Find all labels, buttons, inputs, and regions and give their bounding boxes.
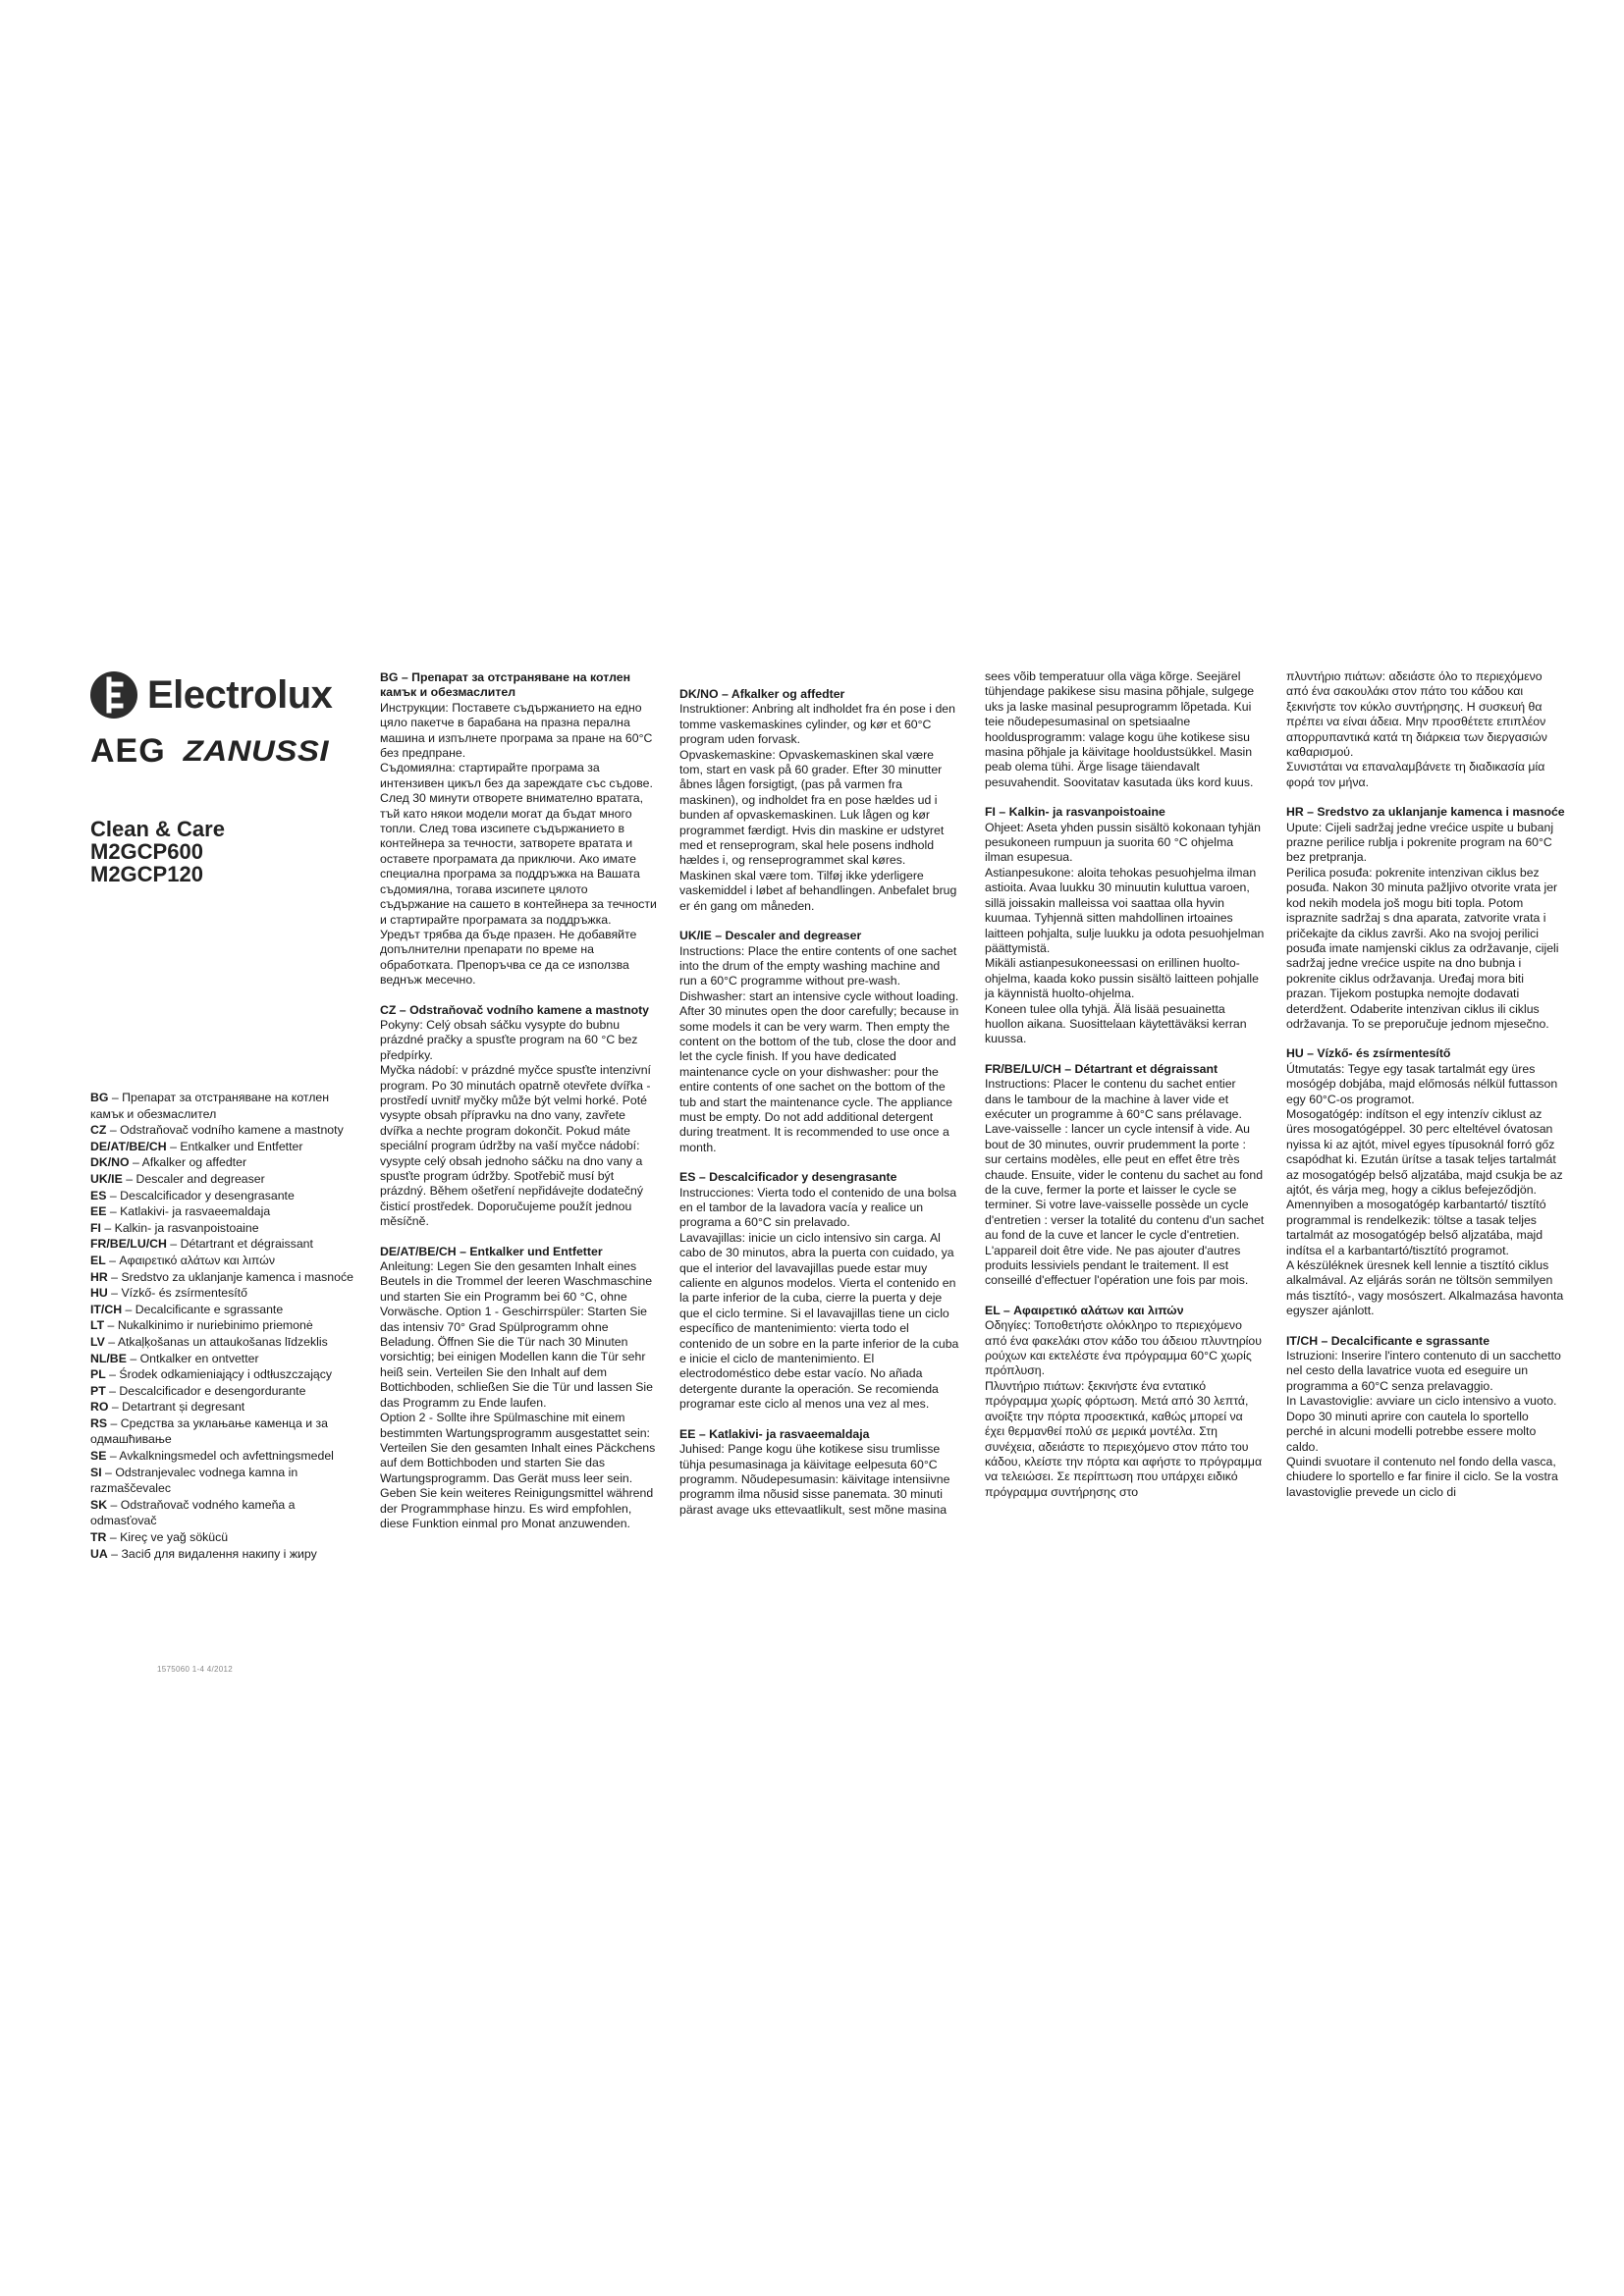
language-code: SE xyxy=(90,1449,107,1464)
language-product-name: Katlakivi- ja rasvaeemaldaja xyxy=(120,1204,271,1219)
index-item: TR – Kireç ve yağ sökücü xyxy=(90,1530,229,1545)
language-product-name: Descaler and degreaser xyxy=(135,1171,265,1186)
index-item: FI – Kalkin- ja rasvanpoistoaine xyxy=(90,1220,259,1235)
language-product-name: Detartrant și degresant xyxy=(122,1400,245,1415)
instruction-paragraph: Myčka nádobí: v prázdné myčce spusťte intenzivní program. Po 30 minutách opatrně otevřete dvířka - prostředí uvnitř myčky může být velmi horké. Poté vysypte obsah přípravku na dno vany, zavřete dvířka a nechte program dokončit. Pokud máte speciální program údržby na vaší myčce nádobí: vysypte celý obsah jednoho sáčku na dno vany a spusťte program údržby. Spotřebič musí být prázdný. Během ošetření nepřidávejte dodatečný čisticí prostředek. Doporučujeme použít jednou měsíčně. xyxy=(380,1063,651,1229)
instruction-paragraph: Dishwasher: start an intensive cycle without loading. After 30 minutes open the door carefully; because in some models it can be very warm. Then empty the content on the bottom of the tub, close the door and let the cycle finish. If you have dedicated maintenance cycle on your dishwasher: pour the entire contents of one sachet on the bottom of the tub and start the maintenance cycle. The appliance must be empty. Do not add additional detergent during treatment. It is recommended to use once a month. xyxy=(679,988,959,1154)
index-item: SK – Odstraňovač vodného kameňa a odmasťovač xyxy=(90,1497,296,1528)
index-item: ES – Descalcificador y desengrasante xyxy=(90,1188,295,1202)
index-item: SE – Avkalkningsmedel och avfettningsmedel xyxy=(90,1449,334,1464)
language-product-name: Препарат за отстраняване на котлен камък и обезмаслител xyxy=(90,1091,330,1121)
electrolux-wordmark: Electrolux xyxy=(147,673,333,717)
language-code: RO xyxy=(90,1400,109,1415)
language-product-name: Descalcificador e desengordurante xyxy=(119,1383,306,1398)
language-section xyxy=(679,687,959,914)
index-item: HU – Vízkő- és zsírmentesítő xyxy=(90,1286,247,1301)
instruction-paragraph: Mosogatógép: indítson el egy intenzív ciklust az üres mosogatógéppel. 30 perc elteltével óvatosan nyissa ki az ajtót, mivel egyes típusoknál forró gőz csapódhat ki. Ezután ürítse a tasak teljes tartalmát az mosogatógép belső aljzatába, majd csukja be az ajtót, és várja meg, hogy a ciklus befejeződjön. xyxy=(1286,1106,1563,1197)
brand-block xyxy=(90,671,333,886)
instruction-paragraph: Съдомиялна: стартирайте програма за интензивен цикъл без да зареждате със съдове. След 30 минути отворете внимателно вратата, тъй като някои модели могат да бъдат много топли. След това изсипете съдържанието в контейнера за течности, затворете вратата и оставете програмата да приключи. Ако имате специална програма за поддръжка на Вашата съдомиялна, тогава изсипете цялото съдържание на сашето в контейнера за течности и стартирайте програмата за поддръжка. xyxy=(380,761,657,927)
index-item: EE – Katlakivi- ja rasvaeemaldaja xyxy=(90,1204,271,1219)
index-item: RO – Detartrant și degresant xyxy=(90,1400,245,1415)
section-title: DE/AT/BE/CH – Entkalker und Entfetter xyxy=(380,1244,603,1258)
instruction-paragraph: Opvaskemaskine: Opvaskemaskinen skal være tom, start en vask på 60 grader. Efter 30 minutter åbnes lågen forsigtigt, (pas på varmen fra maskinen), og indholdet fra en pose hældes ud i bunden af opvaskemaskinen. Luk lågen og kør programmet færdigt. Hvis din maskine er udstyret med et renseprogram, skal hele posens indhold hældes i, og renseprogrammet skal køres. Maskinen skal være tom. Tilføj ikke yderligere vaskemiddel i løbet af behandlingen. Anbefalet brug er én gang om måneden. xyxy=(679,747,957,913)
index-item: DK/NO – Afkalker og affedter xyxy=(90,1155,247,1170)
section-title: ES – Descalcificador y desengrasante xyxy=(679,1170,897,1185)
section-title: HU – Vízkő- és zsírmentesítő xyxy=(1286,1046,1451,1061)
language-product-name: Entkalker und Entfetter xyxy=(180,1139,303,1153)
language-product-name: Odstraňovač vodného kameňa a odmasťovač xyxy=(90,1497,296,1528)
instruction-paragraph: Quindi svuotare il contenuto nel fondo della vasca, chiudere lo sportello e far finire il ciclo. Se la vostra lavastoviglie prevede un ciclo di xyxy=(1286,1454,1558,1499)
index-item: UK/IE – Descaler and degreaser xyxy=(90,1171,265,1186)
instruction-paragraph: Pokyny: Celý obsah sáčku vysypte do bubnu prázdné pračky a spusťte program na 60 °C bez předpírky. xyxy=(380,1017,638,1062)
language-section xyxy=(679,1170,959,1413)
section-title: DK/NO – Afkalker og affedter xyxy=(679,687,845,701)
language-product-name: Afkalker og affedter xyxy=(141,1155,247,1170)
section-title: IT/CH – Decalcificante e sgrassante xyxy=(1286,1333,1490,1348)
instruction-paragraph: Perilica posuđa: pokrenite intenzivan ciklus bez posuđa. Nakon 30 minuta pažljivo otvorite vrata jer kod nekih modela još mogu biti topla. Potom ispraznite sadržaj s dna aparata, zatvorite vrata i pričekajte da ciklus završi. Ako na svojoj perilici posuđa imate namjenski ciklus za održavanje, cijeli sadržaj jedne vrećice uspite na dno bubnja i pokrenite ciklus održavanja. Uređaj mora biti prazan. Tijekom postupka nemojte dodavati deterdžent. Odaberite intenzivan ciklus ili ciklus održavanja. To se preporučuje jednom mjesečno. xyxy=(1286,865,1559,1031)
language-code: EL xyxy=(90,1253,106,1267)
language-code: LT xyxy=(90,1318,105,1333)
language-code: ES xyxy=(90,1188,107,1202)
document-code: 1575060 1-4 4/2012 xyxy=(157,1665,234,1674)
instruction-paragraph: Lave-vaisselle : lancer un cycle intensif à vide. Au bout de 30 minutes, ouvrir prudemment la porte : sur certains modèles, elle peut en effet être très chaude. Ensuite, vider le contenu du sachet au fond de la cuve, fermer la porte et laisser le cycle se terminer. Si votre lave-vaisselle possède un cycle d'entretien : verser la totalité du contenu d'un sachet au fond de la cuve et lancer le cycle d'entretien. L'appareil doit être vide. Ne pas ajouter d'autres produits lessiviels pendant le traitement. Il est conseillé d'effectuer l'opération une fois par mois. xyxy=(985,1122,1265,1288)
instruction-paragraph: Instruktioner: Anbring alt indholdet fra én pose i den tomme vaskemaskines cylinder, og kør et 60°C program uden forvask. xyxy=(679,702,955,747)
language-product-name: Środek odkamieniający i odtłuszczający xyxy=(119,1367,333,1382)
aeg-logo: AEG xyxy=(90,732,166,770)
language-section xyxy=(1286,805,1566,1032)
language-section xyxy=(985,1062,1265,1289)
index-item: FR/BE/LU/CH – Détartrant et dégraissant xyxy=(90,1237,313,1252)
text-column-4 xyxy=(1286,669,1566,1515)
instruction-paragraph: Instructions: Placer le contenu du sachet entier dans le tambour de la machine à laver vide et exécuter un programme à 60°C sans prélavage. xyxy=(985,1077,1242,1121)
language-code: UK/IE xyxy=(90,1171,123,1186)
index-item: PT – Descalcificador e desengordurante xyxy=(90,1383,306,1398)
language-code: SK xyxy=(90,1497,108,1512)
instruction-paragraph: Upute: Cijeli sadržaj jedne vrećice uspite u bubanj prazne perilice rublja i pokrenite program na 60°C bez pretpranja. xyxy=(1286,820,1554,865)
section-title: HR – Sredstvo za uklanjanje kamenca i masnoće xyxy=(1286,805,1565,820)
instruction-paragraph: Amennyiben a mosogatógép karbantartó/ tisztító programmal is rendelkezik: töltse a tasak teljes tartalmát az mosogatógép belső aljzatába, majd indítsa el a karbantartó/tisztító programot. xyxy=(1286,1198,1546,1257)
language-section xyxy=(985,805,1265,1047)
language-code: CZ xyxy=(90,1123,107,1138)
index-item: NL/BE – Ontkalker en ontvetter xyxy=(90,1351,259,1365)
language-product-name: Sredstvo za uklanjanje kamenca i masnoće xyxy=(121,1269,353,1284)
section-title: BG – Препарат за отстраняване на котлен камък и обезмаслител xyxy=(380,670,631,700)
instruction-paragraph: Koneen tulee olla tyhjä. Älä lisää pesuainetta huollon aikana. Suosittelaan käytettäväksi kerran kuussa. xyxy=(985,1001,1247,1046)
section-title: EE – Katlakivi- ja rasvaeemaldaja xyxy=(679,1426,870,1441)
electrolux-logo-icon xyxy=(90,671,137,719)
language-code: DE/AT/BE/CH xyxy=(90,1139,167,1153)
instruction-paragraph: Инструкции: Поставете съдържанието на едно цяло пакетче в барабана на празна перална машина и изпълнете програма за пране на 60°C без предпране. xyxy=(380,700,653,761)
language-section xyxy=(1286,1046,1566,1318)
language-code: RS xyxy=(90,1415,108,1430)
index-item: UA – Засіб для видалення накипу і жиру xyxy=(90,1546,317,1561)
language-product-name: Atkaļķošanas un attaukošanas līdzeklis xyxy=(117,1334,328,1349)
language-code: BG xyxy=(90,1091,109,1104)
language-code: TR xyxy=(90,1530,107,1545)
index-item: SI – Odstranjevalec vodnega kamna in razmaščevalec xyxy=(90,1465,298,1496)
language-product-name: Средства за уклањање каменца и за одмашћивање xyxy=(90,1415,328,1447)
text-column-3 xyxy=(985,669,1265,1515)
text-column-2 xyxy=(679,687,959,1532)
language-code: PT xyxy=(90,1383,106,1398)
instruction-paragraph: πλυντήριο πιάτων: αδειάστε όλο το περιεχόμενο από ένα σακουλάκι στον πάτο του κάδου και ξεκινήστε τον κύκλο συντήρησης. Η συσκευή θα πρέπει να είναι άδεια. Μην προσθέτετε επιπλέον απορρυπαντικά κατά τη διάρκεια των διεργασιών καθαρισμού. xyxy=(1286,669,1547,760)
section-title: CZ – Odstraňovač vodního kamene a mastnoty xyxy=(380,1002,650,1017)
instruction-paragraph: Πλυντήριο πιάτων: ξεκινήστε ένα εντατικό πρόγραμμα χωρίς φόρτωση. Μετά από 30 λεπτά, ανοίξτε την πόρτα προσεκτικά, καθώς μπορεί να έχει θερμανθεί πολύ σε μερικά μοντέλα. Στη συνέχεια, αδειάστε το περιεχόμενο στον πάτο του κάδου, κλείστε την πόρτα και αφήστε το πρόγραμμα να τελειώσει. Σε περίπτωση που υπάρχει ειδικό πρόγραμμα συντήρησης στο xyxy=(985,1378,1263,1499)
section-title: EL – Αφαιρετικό αλάτων και λιπών xyxy=(985,1303,1184,1317)
language-product-name: Descalcificador y desengrasante xyxy=(120,1188,295,1202)
language-code: HR xyxy=(90,1269,108,1284)
language-product-name: Odstranjevalec vodnega kamna in razmaščevalec xyxy=(90,1465,298,1496)
language-product-name: Avkalkningsmedel och avfettningsmedel xyxy=(119,1449,334,1464)
instruction-paragraph: Уредът трябва да бъде празен. Не добавяйте допълнителни препарати по време на обработката. Препоръчва се да се използва веднъж месечно. xyxy=(380,927,637,988)
language-code: NL/BE xyxy=(90,1351,127,1365)
language-code: IT/CH xyxy=(90,1302,123,1316)
language-code: PL xyxy=(90,1367,106,1382)
language-product-name: Засіб для видалення накипу і жиру xyxy=(121,1546,317,1561)
text-column-1 xyxy=(380,670,660,1546)
language-product-name: Αφαιρετικό αλάτων και λιπών xyxy=(119,1253,275,1267)
language-product-name: Kalkin- ja rasvanpoistoaine xyxy=(114,1220,259,1235)
instruction-paragraph: In Lavastoviglie: avviare un ciclo intensivo a vuoto. Dopo 30 minuti aprire con cautela lo sportello perché in alcuni modelli potrebbe essere molto caldo. xyxy=(1286,1394,1557,1454)
language-code: UA xyxy=(90,1546,108,1561)
index-item: RS – Средства за уклањање каменца и за одмашћивање xyxy=(90,1415,328,1447)
zanussi-logo: ZANUSSI xyxy=(183,733,330,768)
language-code: FI xyxy=(90,1220,101,1235)
instruction-paragraph: Útmutatás: Tegye egy tasak tartalmát egy üres mosógép dobjába, majd előmosás nélkül futtasson egy 60°C-os programot. xyxy=(1286,1061,1558,1106)
product-title xyxy=(90,818,326,885)
language-product-name: Kireç ve yağ sökücü xyxy=(120,1530,229,1545)
index-item: HR – Sredstvo za uklanjanje kamenca i masnoće xyxy=(90,1269,353,1284)
language-index xyxy=(90,1090,355,1562)
language-product-name: Odstraňovač vodního kamene a mastnoty xyxy=(120,1123,344,1138)
language-section xyxy=(380,670,660,988)
language-section xyxy=(985,669,1265,790)
index-item: LT – Nukalkinimo ir nuriebinimo priemonė xyxy=(90,1318,313,1333)
instruction-paragraph: Juhised: Pange kogu ühe kotikese sisu trumlisse tühja pesumasinaga ja käivitage eelpesuta 60°C programm. Nõudepesumasin: käivitage intensiivne programm ilma nõusid sisse panemata. 30 minuti pärast avage uks ettevaatlikult, sest mõne masina xyxy=(679,1442,950,1517)
section-title: UK/IE – Descaler and degreaser xyxy=(679,929,862,943)
section-title: FR/BE/LU/CH – Détartrant et dégraissant xyxy=(985,1061,1218,1076)
instruction-paragraph: Ohjeet: Aseta yhden pussin sisältö kokonaan tyhjän pesukoneen rumpuun ja suorita 60 °C ohjelma ilman esupesua. xyxy=(985,820,1261,865)
index-item: CZ – Odstraňovač vodního kamene a mastnoty xyxy=(90,1123,344,1138)
index-item: BG – Препарат за отстраняване на котлен камък и обезмаслител xyxy=(90,1091,330,1121)
language-section xyxy=(679,929,959,1155)
language-section xyxy=(380,1003,660,1230)
instruction-paragraph: Anleitung: Legen Sie den gesamten Inhalt eines Beutels in die Trommel der leeren Waschmaschine und starten Sie ein Programm bei 60 °C, ohne Vorwäsche. Option 1 - Geschirrspüler: Starten Sie das intensiv 70° Grad Spülprogramm ohne Beladung. Öffnen Sie die Tür nach 30 Minuten vorsichtig; bei einigen Modellen kann die Tür sehr heiß sein. Verteilen Sie den Inhalt auf dem Bottichboden, schließen Sie die Tür und lassen Sie das Programm zu Ende laufen. xyxy=(380,1259,653,1410)
index-item: DE/AT/BE/CH – Entkalker und Entfetter xyxy=(90,1139,303,1153)
index-item: IT/CH – Decalcificante e sgrassante xyxy=(90,1302,284,1316)
language-product-name: Decalcificante e sgrassante xyxy=(135,1302,284,1316)
instruction-paragraph: Mikäli astianpesukoneessasi on erillinen huolto-ohjelma, kaada koko pussin sisältö laitteen pohjalle ja käynnistä huolto-ohjelma. xyxy=(985,956,1259,1001)
model-number: M2GCP600 xyxy=(90,839,203,864)
language-section xyxy=(380,1245,660,1532)
language-code: HU xyxy=(90,1286,108,1301)
language-section xyxy=(1286,1334,1566,1500)
language-product-name: Vízkő- és zsírmentesítő xyxy=(121,1286,247,1301)
instruction-paragraph: Οδηγίες: Τοποθετήστε ολόκληρο το περιεχόμενο από ένα φακελάκι στον κάδο του άδειου πλυντηρίου ρούχων και εκτελέστε ένα πρόγραμμα 60°C χωρίς πρόπλυση. xyxy=(985,1318,1262,1378)
instruction-paragraph: Instrucciones: Vierta todo el contenido de una bolsa en el tambor de la lavadora vacía y realice un programa a 60°C sin prelavado. xyxy=(679,1185,957,1230)
language-product-name: Ontkalker en ontvetter xyxy=(139,1351,259,1365)
language-code: EE xyxy=(90,1204,107,1219)
language-product-name: Nukalkinimo ir nuriebinimo priemonė xyxy=(117,1318,313,1333)
instruction-paragraph: Lavavajillas: inicie un ciclo intensivo sin carga. Al cabo de 30 minutos, abra la puerta con cuidado, ya que el interior del lavavajillas puede estar muy caliente en algunos modelos. Vierta el contenido en la parte inferior de la cuba, cierre la puerta y deje que el ciclo termine. Si el lavavajillas tiene un ciclo específico de mantenimiento: vierta todo el contenido de un sobre en la parte inferior de la cuba e inicie el ciclo de mantenimiento. El electrodoméstico debe estar vacío. No añada detergente durante la operación. Se recomienda programar este ciclo al menos una vez al mes. xyxy=(679,1230,959,1412)
instruction-paragraph: Instructions: Place the entire contents of one sachet into the drum of the empty washing machine and run a 60°C programme without pre-wash. xyxy=(679,943,957,988)
instruction-paragraph: sees võib temperatuur olla väga kõrge. Seejärel tühjendage pakikese sisu masina põhjale, sulgege uks ja laske masinal pesuprogramm lõpetada. Kui teie nõudepesumasinal on spetsiaalne hooldusprogramm: valage kogu ühe kotikese sisu masina põhjale ja käivitage hooldustsükkel. Masin peab olema tühi. Ärge lisage täiendavalt pesuvahendit. Soovitatav kasutada üks kord kuus. xyxy=(985,669,1255,789)
index-item: LV – Atkaļķošanas un attaukošanas līdzeklis xyxy=(90,1334,328,1349)
language-section xyxy=(985,1304,1265,1500)
language-section xyxy=(679,1427,959,1518)
instruction-paragraph: Istruzioni: Inserire l'intero contenuto di un sacchetto nel cesto della lavatrice vuota ed eseguire un programma a 60°C senza prelavaggio. xyxy=(1286,1349,1561,1393)
language-code: FR/BE/LU/CH xyxy=(90,1237,167,1252)
language-section xyxy=(1286,669,1566,790)
section-title: FI – Kalkin- ja rasvanpoistoaine xyxy=(985,805,1165,820)
language-code: DK/NO xyxy=(90,1155,130,1170)
electrolux-logo xyxy=(90,671,333,719)
instruction-paragraph: Astianpesukone: aloita tehokas pesuohjelma ilman astioita. Avaa luukku 30 minuutin kuluttua varoen, sillä joissakin malleissa voi saattaa olla hyvin kuumaa. Tyhjennä sitten mahdollinen irtoaines laitteen pohjalta, sulje luukku ja odota pesuohjelman päättymistä. xyxy=(985,865,1265,955)
language-code: SI xyxy=(90,1465,102,1479)
language-product-name: Détartrant et dégraissant xyxy=(180,1237,313,1252)
product-line: Clean & Care xyxy=(90,817,225,841)
model-number: M2GCP120 xyxy=(90,862,203,886)
instruction-paragraph: Συνιστάται να επαναλαμβάνετε τη διαδικασία μία φορά τον μήνα. xyxy=(1286,760,1545,789)
index-item: EL – Αφαιρετικό αλάτων και λιπών xyxy=(90,1253,275,1267)
instruction-paragraph: Option 2 - Sollte ihre Spülmaschine mit einem bestimmten Wartungsprogramm ausgestattet sein: Verteilen Sie den gesamten Inhalt eines Päckchens auf dem Bottichboden und starten Sie das Wartungsprogramm. Das Gerät muss leer sein. Geben Sie kein weiteres Reinigungsmittel während der Programmphase hinzu. Es wird empfohlen, diese Funktion einmal pro Monat anzuwenden. xyxy=(380,1411,656,1530)
language-code: LV xyxy=(90,1334,105,1349)
instruction-paragraph: A készüléknek üresnek kell lennie a tisztító ciklus alkalmával. Az eljárás során ne töltsön semmilyen más tisztító-, vagy mosószert. Alkalmazása havonta egyszer ajánlott. xyxy=(1286,1258,1564,1318)
index-item: PL – Środek odkamieniający i odtłuszczający xyxy=(90,1367,333,1382)
